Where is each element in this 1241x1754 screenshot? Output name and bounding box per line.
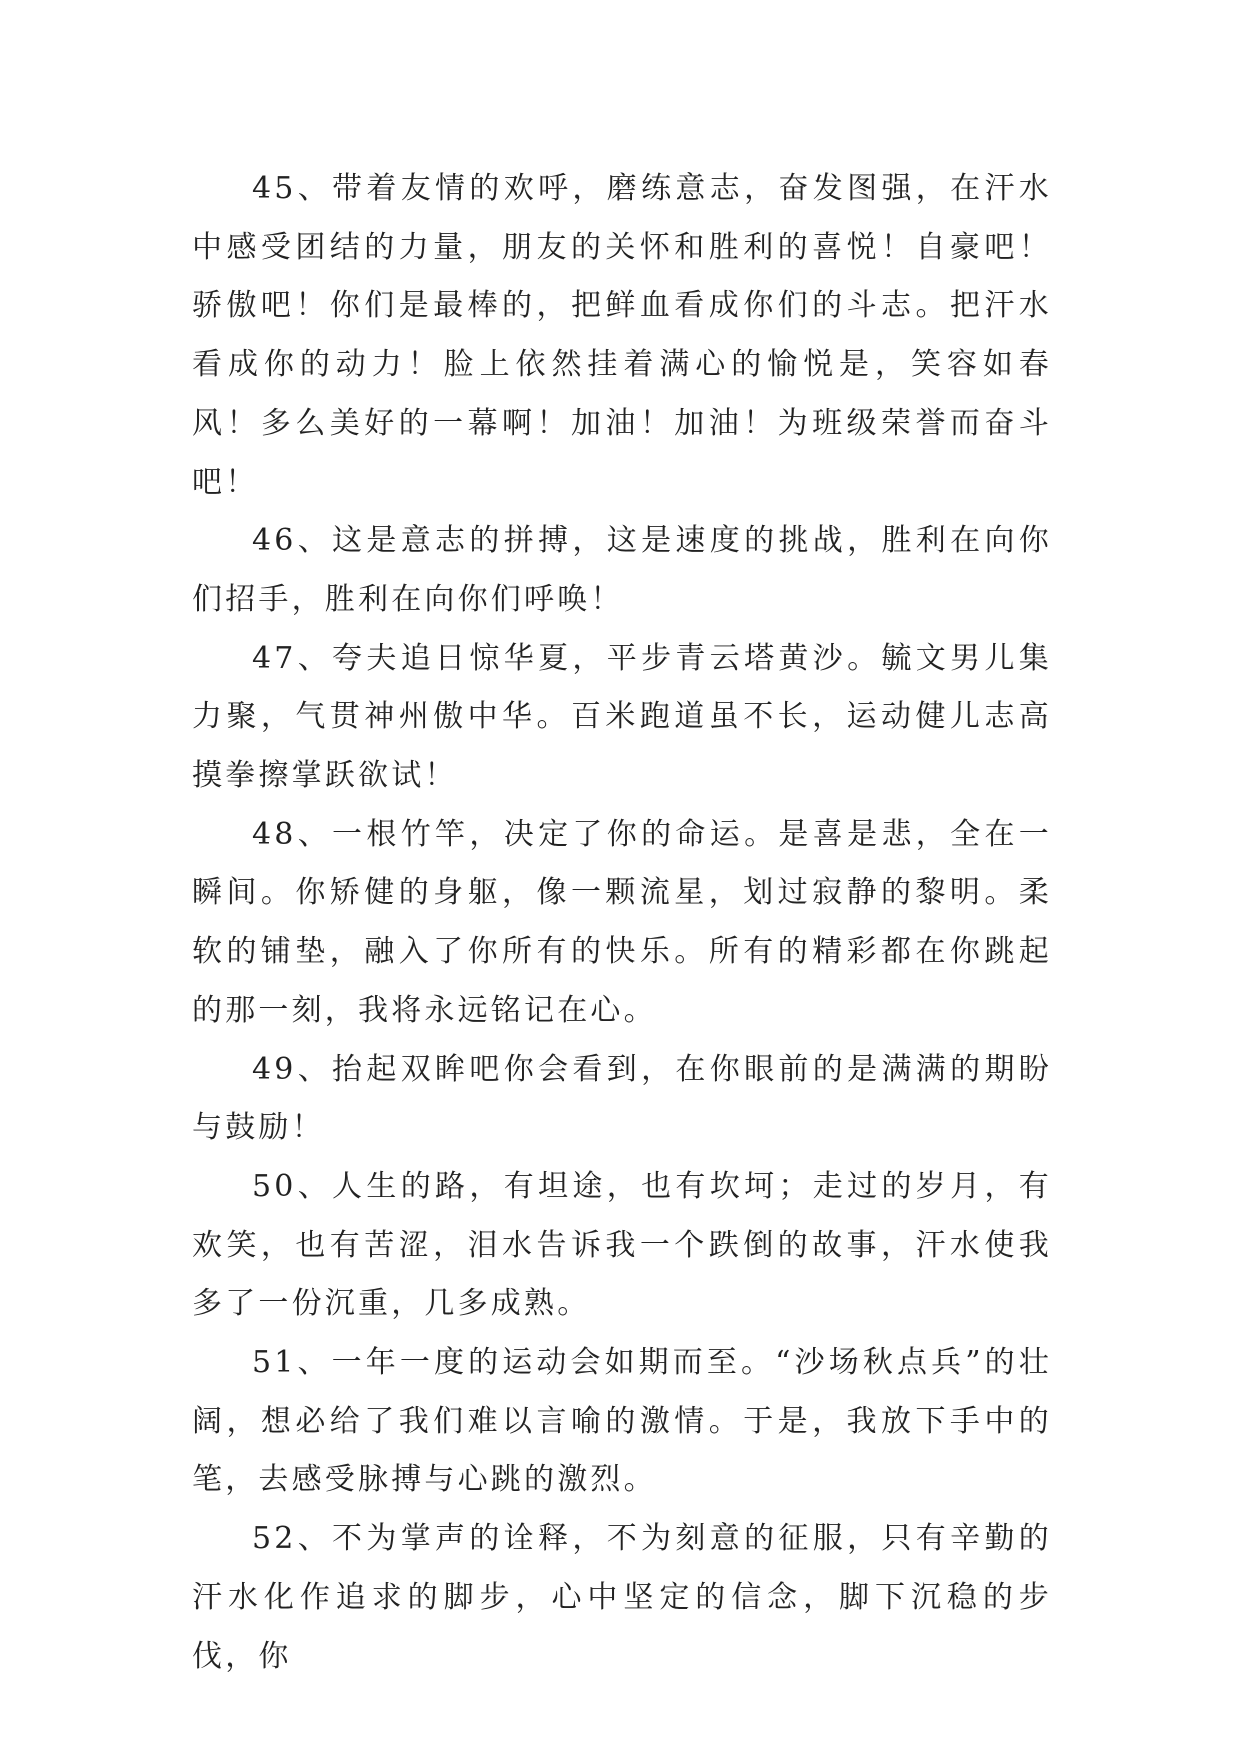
paragraph-46: 46、这是意志的拼搏，这是速度的挑战，胜利在向你们招手，胜利在向你们呼唤！ (192, 523, 1052, 617)
paragraph-52: 52、不为掌声的诠释，不为刻意的征服，只有辛勤的汗水化作追求的脚步，心中坚定的信念，脚下沉稳的步伐，你 (192, 1521, 1052, 1674)
paragraph-48: 48、一根竹竿，决定了你的命运。是喜是悲，全在一瞬间。你矫健的身躯，像一颗流星，划过寂静的黎明。柔软的铺垫，融入了你所有的快乐。所有的精彩都在你跳起的那一刻，我将永远铭记在心。 (192, 816, 1052, 1028)
document-body (192, 160, 1052, 1686)
paragraph-51: 51、一年一度的运动会如期而至。“沙场秋点兵”的壮阔，想必给了我们难以言喻的激情。于是，我放下手中的笔，去感受脉搏与心跳的激烈。 (192, 1345, 1052, 1498)
paragraph-50: 50、人生的路，有坦途，也有坎坷；走过的岁月，有欢笑，也有苦涩，泪水告诉我一个跌倒的故事，汗水使我多了一份沉重，几多成熟。 (192, 1168, 1052, 1322)
paragraph-45: 45、带着友情的欢呼，磨练意志，奋发图强，在汗水中感受团结的力量，朋友的关怀和胜利的喜悦！自豪吧！骄傲吧！你们是最棒的，把鲜血看成你们的斗志。把汗水看成你的动力！脸上依然挂着满心的愉悦是，笑容如春风！多么美好的一幕啊！加油！加油！为班级荣誉而奋斗吧！ (192, 171, 1052, 500)
paragraph-47: 47、夸夫追日惊华夏，平步青云塔黄沙。毓文男儿集力聚，气贯神州傲中华。百米跑道虽不长，运动健儿志高摸拳擦掌跃欲试！ (192, 640, 1052, 794)
paragraph-49: 49、抬起双眸吧你会看到，在你眼前的是满满的期盼与鼓励！ (192, 1051, 1052, 1146)
